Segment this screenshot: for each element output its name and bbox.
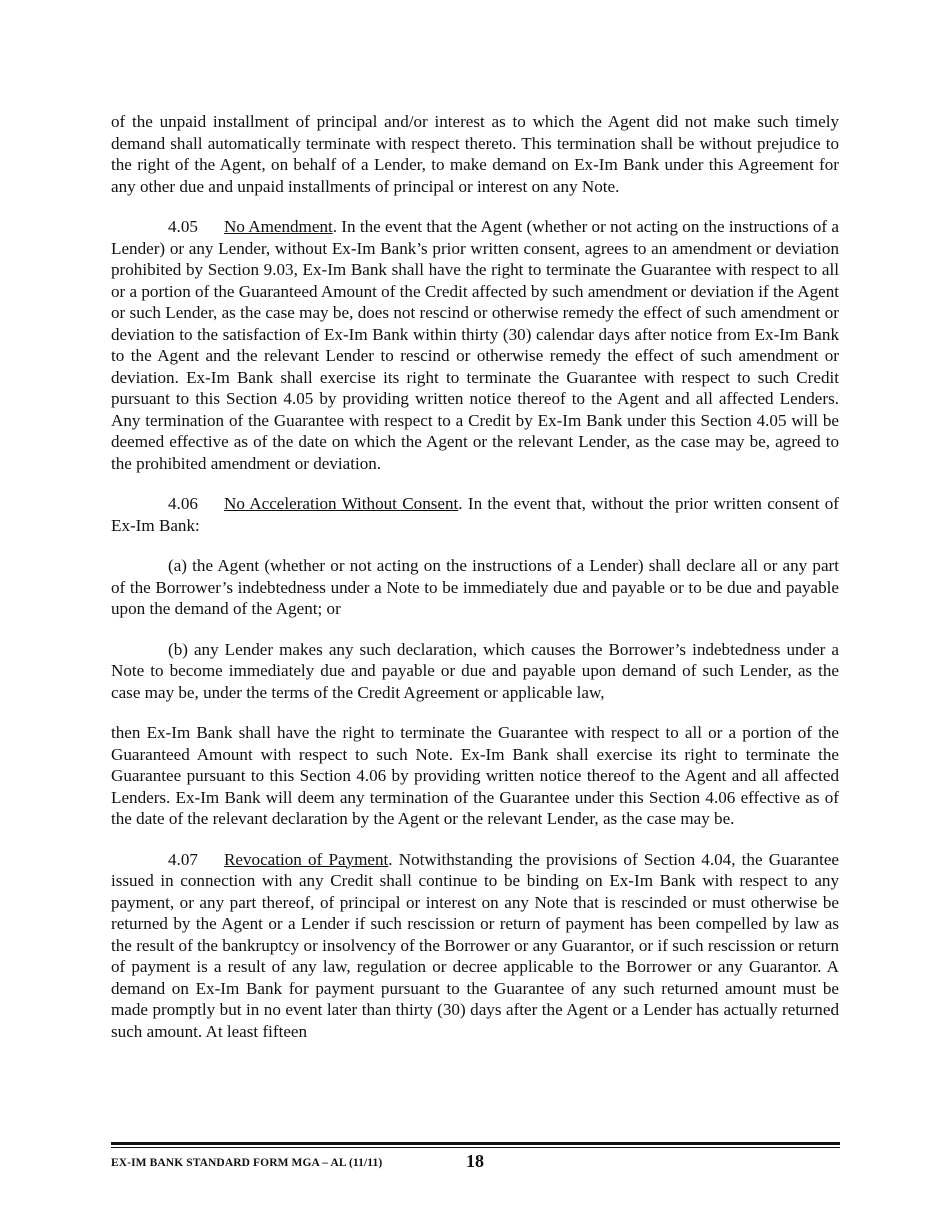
section-text: . In the event that the Agent (whether or not acting on the instructions of a Lender) or any Lender, without Ex-Im Bank’s prior written consent, agrees to an amendment or deviation prohibited by Section 9.03, Ex-Im Bank shall have the right to terminate the Guarantee with respect to all or a portion of the Guaranteed Amount of the Credit affected by such amendment or deviation if the Agent or such Lender, as the case may be, does not rescind or otherwise remedy the effect of such amendment or deviation to the satisfaction of Ex-Im Bank within thirty (30) calendar days after notice from Ex-Im Bank to the Agent and the relevant Lender to rescind or otherwise remedy the effect of such amendment or deviation. Ex-Im Bank shall exercise its right to terminate the Guarantee with respect to such Credit pursuant to this Section 4.05 by providing written notice thereof to the Agent and all affected Lenders. Any termination of the Guarantee with respect to a Credit by Ex-Im Bank under this Section 4.05 will be deemed effective as of the date on which the Agent or the relevant Lender, as the case may be, agreed to the prohibited amendment or deviation. <box>111 217 839 473</box>
section-4-06 <box>111 493 839 536</box>
page-number: 18 <box>466 1151 484 1171</box>
footer-rule-thin <box>111 1147 840 1148</box>
footer-form-name: EX-IM BANK STANDARD FORM MGA – AL (11/11) <box>111 1157 383 1169</box>
section-number: 4.07 <box>168 849 198 869</box>
section-text: . Notwithstanding the provisions of Section 4.04, the Guarantee issued in connection with any Credit shall continue to be binding on Ex-Im Bank with respect to any payment, or any part thereof, of principal or interest on any Note that is rescinded or must otherwise be returned by the Agent or a Lender if such rescission or return of payment has been compelled by law as the result of the bankruptcy or insolvency of the Borrower or any Guarantor, or if such rescission or return of payment is a result of any law, regulation or decree applicable to the Borrower or any Guarantor. A demand on Ex-Im Bank for payment pursuant to the Guarantee of any such returned amount must be made promptly but in no event later than thirty (30) days after the Agent or a Lender has actually returned such amount. At least fifteen <box>111 849 839 1041</box>
section-number: 4.06 <box>168 494 198 513</box>
section-4-07 <box>111 849 839 1043</box>
section-heading: Revocation of Payment <box>224 849 389 869</box>
clause-b: (b) any Lender makes any such declaration, which causes the Borrower’s indebtedness under a Note to become immediately due and payable or due and payable upon demand of such Lender, as the case may be, under the terms of the Credit Agreement or applicable law, <box>111 639 839 702</box>
footer-rule <box>111 1142 840 1145</box>
section-number: 4.05 <box>168 217 198 236</box>
document-body <box>111 111 839 1061</box>
paragraph-continuation: of the unpaid installment of principal and/or interest as to which the Agent did not make such timely demand shall automatically terminate with respect thereto. This termination shall be without prejudice to the right of the Agent, on behalf of a Lender, to make demand on Ex-Im Bank under this Agreement for any other due and unpaid installments of principal or interest on any Note. <box>111 112 839 196</box>
clause-a: (a) the Agent (whether or not acting on the instructions of a Lender) shall declare all or any part of the Borrower’s indebtedness under a Note to be immediately due and payable or to be due and payable upon the demand of the Agent; or <box>111 556 839 618</box>
section-heading: No Acceleration Without Consent <box>224 494 459 513</box>
section-4-05 <box>111 216 839 474</box>
section-heading: No Amendment <box>224 217 333 236</box>
section-text: . In the event that, without the prior written consent of Ex-Im Bank: <box>111 494 839 535</box>
paragraph-then: then Ex-Im Bank shall have the right to terminate the Guarantee with respect to all or a portion of the Guaranteed Amount with respect to such Note. Ex-Im Bank shall exercise its right to terminate the Guarantee pursuant to this Section 4.06 by providing written notice thereof to the Agent and all affected Lenders. Ex-Im Bank will deem any termination of the Guarantee under this Section 4.06 effective as of the date of the relevant declaration by the Agent or the relevant Lender, as the case may be. <box>111 723 839 828</box>
